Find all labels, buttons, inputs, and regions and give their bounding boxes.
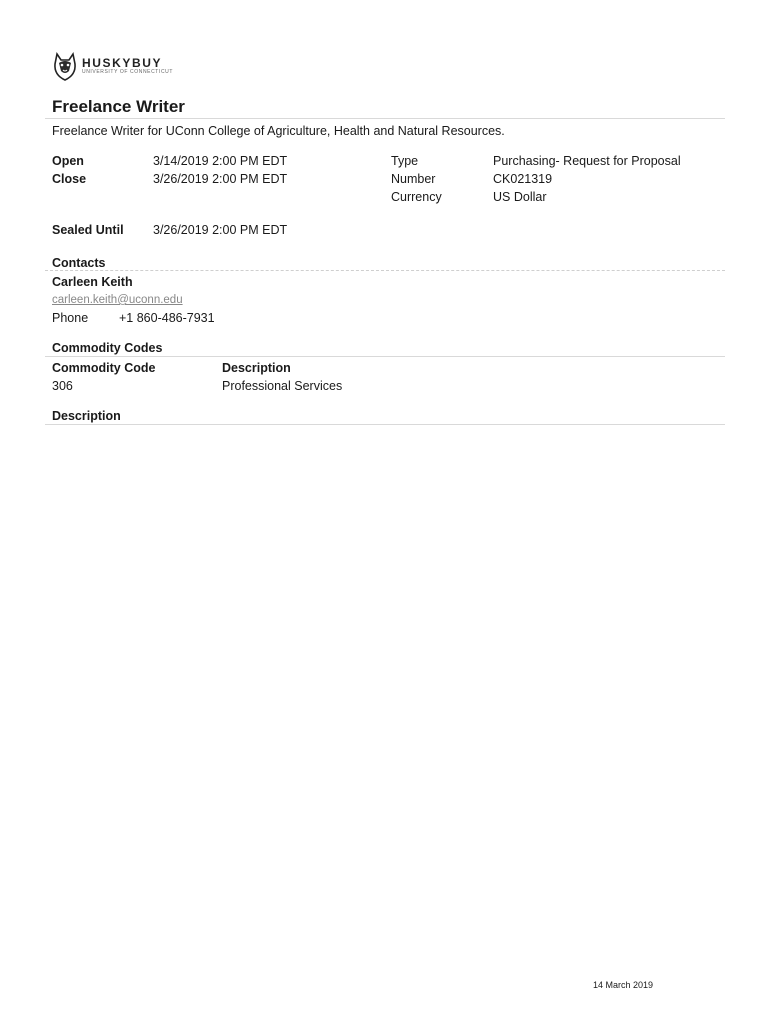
number-value: CK021319 bbox=[493, 172, 553, 186]
type-label: Type bbox=[391, 154, 419, 168]
description-divider bbox=[45, 424, 725, 425]
summary-text: Freelance Writer for UConn College of Agriculture, Health and Natural Resources. bbox=[52, 124, 505, 138]
commodity-divider bbox=[45, 356, 725, 357]
sealed-until-value: 3/26/2019 2:00 PM EDT bbox=[153, 223, 288, 237]
contact-email-link[interactable]: carleen.keith@uconn.edu bbox=[52, 294, 183, 306]
sealed-until-label: Sealed Until bbox=[52, 223, 124, 237]
open-label: Open bbox=[52, 154, 84, 168]
huskybuy-logo bbox=[52, 48, 173, 84]
close-value: 3/26/2019 2:00 PM EDT bbox=[153, 172, 288, 186]
currency-value: US Dollar bbox=[493, 190, 547, 204]
contacts-heading: Contacts bbox=[52, 256, 106, 270]
logo-name: HUSKYBUY bbox=[82, 56, 163, 70]
logo-subtitle: UNIVERSITY OF CONNECTICUT bbox=[82, 69, 174, 75]
page-title: Freelance Writer bbox=[52, 97, 185, 116]
contact-name: Carleen Keith bbox=[52, 275, 133, 289]
footer-date: 14 March 2019 bbox=[593, 980, 654, 990]
currency-label: Currency bbox=[391, 190, 442, 204]
number-label: Number bbox=[391, 172, 436, 186]
commodity-description-cell: Professional Services bbox=[222, 379, 343, 393]
commodity-description-header: Description bbox=[222, 361, 291, 375]
phone-label: Phone bbox=[52, 311, 89, 325]
description-heading: Description bbox=[52, 409, 121, 423]
open-value: 3/14/2019 2:00 PM EDT bbox=[153, 154, 288, 168]
husky-logo-icon bbox=[52, 51, 78, 81]
commodity-code-header: Commodity Code bbox=[52, 361, 156, 375]
close-label: Close bbox=[52, 172, 87, 186]
contacts-divider bbox=[45, 270, 725, 271]
title-divider bbox=[45, 118, 725, 119]
type-value: Purchasing- Request for Proposal bbox=[493, 154, 681, 168]
phone-value: +1 860-486-7931 bbox=[119, 311, 215, 325]
commodity-code-cell: 306 bbox=[52, 379, 73, 393]
commodity-codes-heading: Commodity Codes bbox=[52, 341, 163, 355]
